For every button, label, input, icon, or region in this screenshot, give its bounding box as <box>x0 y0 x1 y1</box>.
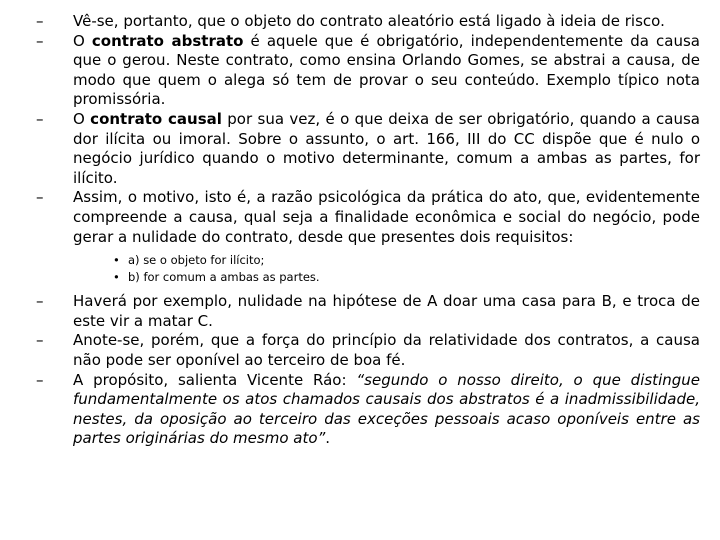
sub-item-text: a) se o objeto for ilícito; <box>128 253 265 268</box>
dash-marker: – <box>36 12 44 30</box>
dash-marker: – <box>36 188 44 207</box>
list-item <box>36 110 700 188</box>
bullet-icon: • <box>113 253 120 268</box>
dash-marker: – <box>36 370 44 389</box>
dash-marker: – <box>36 31 44 50</box>
dash-marker: – <box>36 292 44 311</box>
sub-item-text: b) for comum a ambas as partes. <box>128 270 320 285</box>
text-span: O <box>73 31 92 50</box>
text-span: O <box>73 109 91 128</box>
list-item <box>36 12 700 32</box>
text-span: Assim, o motivo, isto é, a razão psicológica da prática do ato, que, evidentemente compreende a causa, qual seja a finalidade econômica e social do negócio, pode gerar a nulidade do contrato, desde que presentes dois requisitos: <box>73 188 700 246</box>
list-item <box>36 32 700 110</box>
text-span: por sua vez, é o que deixa de ser obrigatório, quando a causa dor ilícita ou imoral. Sobre o assunto, o art. 166, III do CC dispõe que é nulo o negócio jurídico quando o motivo determinante, comum a ambas as partes, for ilícito. <box>73 109 700 187</box>
text-span: Vê-se, portanto, que o objeto do contrato aleatório está ligado à ideia de risco. <box>73 12 665 30</box>
text-span: A propósito, salienta Vicente Ráo: <box>73 370 357 389</box>
bullet-list <box>36 12 700 449</box>
bold-term: contrato causal <box>90 109 222 128</box>
text-span: Anote-se, porém, que a força do princípio da relatividade dos contratos, a causa não pode ser oponível ao terceiro de boa fé. <box>73 331 700 369</box>
bold-term: contrato abstrato <box>91 31 244 50</box>
sub-list-item <box>73 252 700 269</box>
list-item <box>36 292 700 331</box>
sub-list-item <box>73 269 700 286</box>
text-span: Haverá por exemplo, nulidade na hipótese de A doar uma casa para B, e troca de este vir a matar C. <box>73 292 700 330</box>
list-item <box>36 188 700 286</box>
dash-marker: – <box>36 109 44 128</box>
dash-marker: – <box>36 331 44 350</box>
bullet-icon: • <box>113 270 120 285</box>
list-item <box>36 371 700 449</box>
italic-quote: “segundo o nosso direito, o que distingue fundamentalmente os atos chamados causais dos abstratos é a inadmissibilidade, nestes, da oposição ao terceiro das exceções pessoais acaso oponíveis entre as partes originárias do mesmo ato” <box>73 370 700 448</box>
sub-list <box>73 252 700 286</box>
list-item <box>36 331 700 370</box>
text-span: é aquele que é obrigatório, independentemente da causa que o gerou. Neste contrato, como ensina Orlando Gomes, se abstrai a causa, de modo que quem o alega só tem de provar o seu conteúdo. Exemplo típico nota promissória. <box>73 31 700 109</box>
text-span: . <box>325 429 331 448</box>
